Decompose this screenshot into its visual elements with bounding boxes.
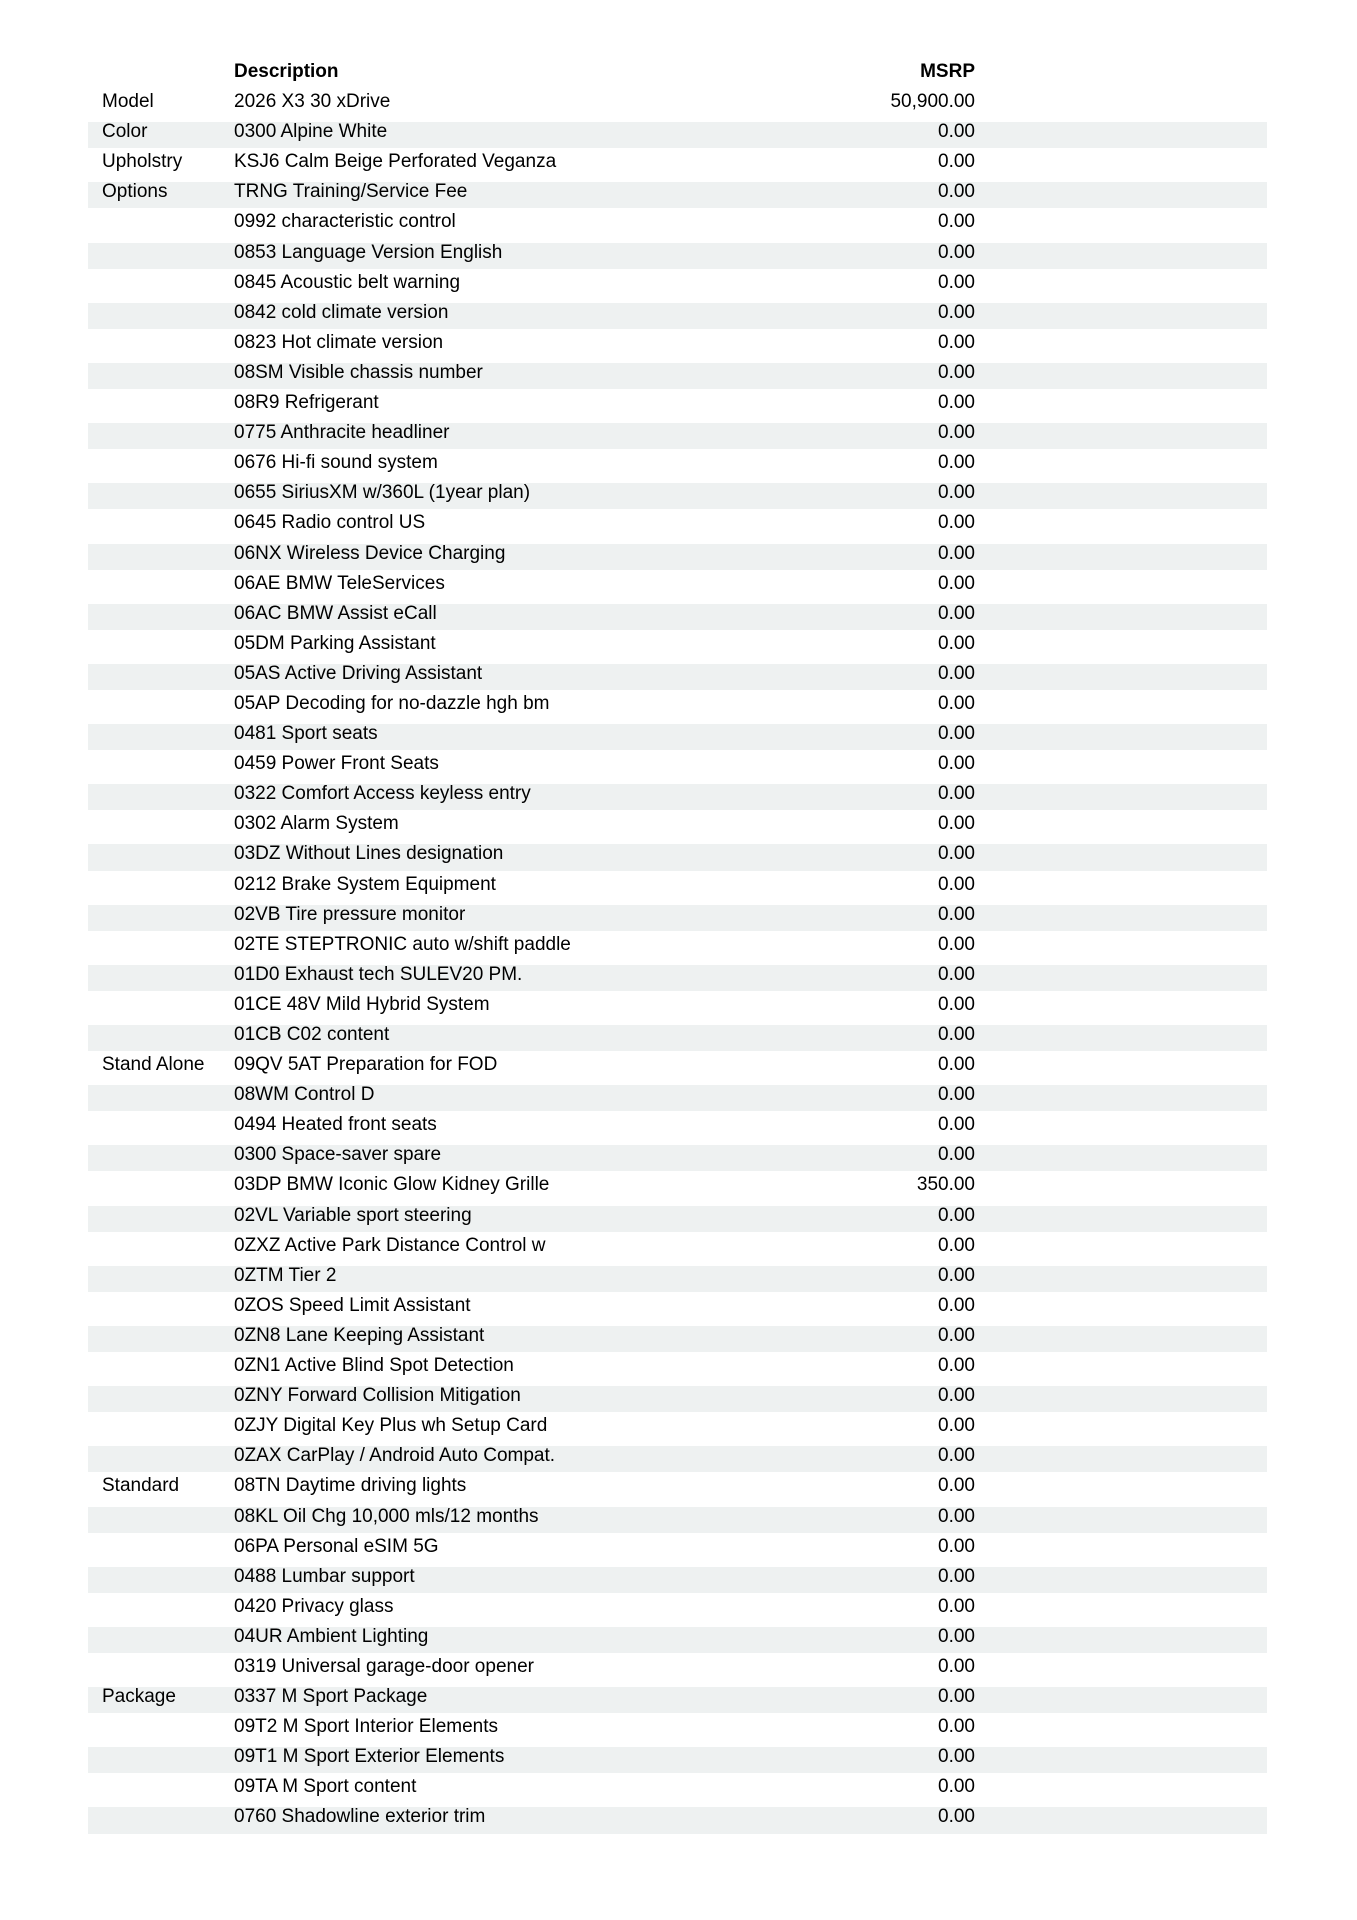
msrp-cell: 0.00 <box>938 1324 975 1346</box>
msrp-cell: 0.00 <box>938 1535 975 1557</box>
category-cell <box>88 333 234 359</box>
header-spacer <box>975 62 1267 88</box>
row-spacer <box>975 754 1267 780</box>
table-row <box>88 421 1267 451</box>
msrp-cell: 0.00 <box>938 1625 975 1647</box>
description-cell: KSJ6 Calm Beige Perforated Veganza <box>234 151 557 173</box>
description-cell: 0645 Radio control US <box>234 512 426 534</box>
category-cell <box>88 1567 234 1593</box>
table-row <box>88 1173 1267 1203</box>
table-row <box>88 1444 1267 1474</box>
table-row <box>88 1204 1267 1234</box>
category-cell <box>88 1175 234 1201</box>
category-cell <box>88 1597 234 1623</box>
table-row <box>88 1053 1267 1083</box>
category-cell: Color <box>102 121 148 143</box>
category-cell <box>88 995 234 1021</box>
category-column-header <box>88 62 234 88</box>
msrp-cell: 0.00 <box>938 1204 975 1226</box>
table-row <box>88 1595 1267 1625</box>
category-cell <box>88 935 234 961</box>
msrp-cell: 0.00 <box>938 1234 975 1256</box>
table-row <box>88 873 1267 903</box>
row-spacer <box>975 333 1267 359</box>
msrp-cell: 0.00 <box>938 692 975 714</box>
msrp-cell: 0.00 <box>938 1144 975 1166</box>
description-cell: 0ZN1 Active Blind Spot Detection <box>234 1355 514 1377</box>
category-cell <box>88 1356 234 1382</box>
description-cell: 06PA Personal eSIM 5G <box>234 1535 439 1557</box>
msrp-cell: 0.00 <box>938 873 975 895</box>
msrp-cell: 0.00 <box>938 1084 975 1106</box>
msrp-cell: 0.00 <box>938 542 975 564</box>
row-spacer <box>975 995 1267 1021</box>
row-spacer <box>975 544 1267 570</box>
row-spacer <box>975 1175 1267 1201</box>
description-cell: 02VB Tire pressure monitor <box>234 903 466 925</box>
msrp-cell: 0.00 <box>938 241 975 263</box>
msrp-cell: 0.00 <box>938 1746 975 1768</box>
row-spacer <box>975 905 1267 931</box>
msrp-cell: 0.00 <box>938 1024 975 1045</box>
category-cell <box>88 1085 234 1111</box>
description-column-header: Description <box>234 61 339 82</box>
vehicle-pricing-table <box>88 60 1267 1836</box>
row-spacer <box>975 182 1267 208</box>
category-cell <box>88 1145 234 1171</box>
msrp-cell: 0.00 <box>938 963 975 985</box>
msrp-cell: 0.00 <box>938 783 975 805</box>
msrp-cell: 0.00 <box>938 512 975 534</box>
row-spacer <box>975 483 1267 509</box>
description-cell: 03DZ Without Lines designation <box>234 843 504 865</box>
category-cell <box>88 784 234 810</box>
category-cell <box>88 1807 234 1833</box>
category-cell <box>88 1747 234 1773</box>
table-row <box>88 331 1267 361</box>
row-spacer <box>975 1025 1267 1051</box>
category-cell <box>88 1326 234 1352</box>
category-cell: Options <box>102 181 168 203</box>
row-spacer <box>975 634 1267 660</box>
description-cell: 0ZXZ Active Park Distance Control w <box>234 1234 546 1256</box>
description-cell: TRNG Training/Service Fee <box>234 181 468 203</box>
category-cell <box>88 273 234 299</box>
category-cell <box>88 634 234 660</box>
table-row <box>88 1775 1267 1805</box>
table-row <box>88 301 1267 331</box>
description-cell: 0212 Brake System Equipment <box>234 873 496 895</box>
row-spacer <box>975 1085 1267 1111</box>
row-spacer <box>975 92 1267 118</box>
row-spacer <box>975 303 1267 329</box>
table-row <box>88 963 1267 993</box>
table-row <box>88 1715 1267 1745</box>
category-cell <box>88 212 234 238</box>
row-spacer <box>975 574 1267 600</box>
category-cell <box>88 1025 234 1051</box>
row-spacer <box>975 243 1267 269</box>
row-spacer <box>975 212 1267 238</box>
row-spacer <box>975 814 1267 840</box>
msrp-cell: 0.00 <box>938 602 975 624</box>
row-spacer <box>975 152 1267 178</box>
row-spacer <box>975 784 1267 810</box>
table-row <box>88 1505 1267 1535</box>
description-cell: 0823 Hot climate version <box>234 331 444 353</box>
category-cell <box>88 393 234 419</box>
category-cell <box>88 574 234 600</box>
msrp-cell: 0.00 <box>938 1415 975 1437</box>
row-spacer <box>975 1807 1267 1833</box>
table-row <box>88 1023 1267 1053</box>
table-row <box>88 1264 1267 1294</box>
msrp-cell: 0.00 <box>938 211 975 233</box>
description-cell: 0322 Comfort Access keyless entry <box>234 783 531 805</box>
msrp-cell: 0.00 <box>938 632 975 654</box>
description-cell: 0ZJY Digital Key Plus wh Setup Card <box>234 1415 548 1437</box>
description-cell: 08TN Daytime driving lights <box>234 1475 467 1497</box>
msrp-cell: 0.00 <box>938 331 975 353</box>
category-cell <box>88 905 234 931</box>
table-row <box>88 511 1267 541</box>
description-cell: 0319 Universal garage-door opener <box>234 1655 534 1677</box>
description-cell: 0845 Acoustic belt warning <box>234 271 461 293</box>
msrp-cell: 0.00 <box>938 1716 975 1738</box>
row-spacer <box>975 273 1267 299</box>
description-cell: 2026 X3 30 xDrive <box>234 91 391 113</box>
description-cell: 09T1 M Sport Exterior Elements <box>234 1746 505 1768</box>
table-row <box>88 933 1267 963</box>
msrp-cell: 350.00 <box>916 1174 975 1196</box>
row-spacer <box>975 393 1267 419</box>
table-row <box>88 1745 1267 1775</box>
row-spacer <box>975 1326 1267 1352</box>
msrp-cell: 0.00 <box>938 1264 975 1286</box>
category-cell <box>88 1717 234 1743</box>
table-row <box>88 542 1267 572</box>
msrp-column-header: MSRP <box>920 61 975 82</box>
table-row <box>88 451 1267 481</box>
msrp-cell: 0.00 <box>938 121 975 143</box>
description-cell: 0992 characteristic control <box>234 211 456 233</box>
msrp-cell: 0.00 <box>938 1806 975 1828</box>
row-spacer <box>975 1446 1267 1472</box>
description-cell: 05AS Active Driving Assistant <box>234 662 483 684</box>
table-row <box>88 1354 1267 1384</box>
msrp-cell: 0.00 <box>938 1595 975 1617</box>
msrp-cell: 0.00 <box>938 662 975 684</box>
description-cell: 01D0 Exhaust tech SULEV20 PM. <box>234 963 523 985</box>
table-row <box>88 1414 1267 1444</box>
row-spacer <box>975 1055 1267 1081</box>
msrp-cell: 0.00 <box>938 1114 975 1136</box>
description-cell: 04UR Ambient Lighting <box>234 1625 429 1647</box>
category-cell <box>88 363 234 389</box>
category-cell: Upholstry <box>102 151 183 173</box>
description-cell: 0337 M Sport Package <box>234 1686 428 1708</box>
description-cell: 09TA M Sport content <box>234 1776 417 1798</box>
table-row <box>88 481 1267 511</box>
description-cell: 09T2 M Sport Interior Elements <box>234 1716 498 1738</box>
row-spacer <box>975 363 1267 389</box>
row-spacer <box>975 1476 1267 1502</box>
table-row <box>88 1294 1267 1324</box>
table-row <box>88 391 1267 421</box>
description-cell: 0481 Sport seats <box>234 723 378 745</box>
description-cell: 0ZOS Speed Limit Assistant <box>234 1294 471 1316</box>
table-row <box>88 1685 1267 1715</box>
row-spacer <box>975 1386 1267 1412</box>
category-cell <box>88 243 234 269</box>
msrp-cell: 0.00 <box>938 1505 975 1527</box>
table-row <box>88 150 1267 180</box>
row-spacer <box>975 1206 1267 1232</box>
row-spacer <box>975 1115 1267 1141</box>
description-cell: 01CE 48V Mild Hybrid System <box>234 993 490 1015</box>
table-body <box>88 90 1267 1835</box>
category-cell <box>88 544 234 570</box>
row-spacer <box>975 935 1267 961</box>
msrp-cell: 0.00 <box>938 1054 975 1076</box>
row-spacer <box>975 1145 1267 1171</box>
description-cell: 0853 Language Version English <box>234 241 503 263</box>
description-cell: 0760 Shadowline exterior trim <box>234 1806 486 1828</box>
msrp-cell: 0.00 <box>938 753 975 775</box>
table-row <box>88 210 1267 240</box>
category-cell <box>88 1416 234 1442</box>
description-cell: 08WM Control D <box>234 1084 375 1106</box>
description-cell: 0ZTM Tier 2 <box>234 1264 337 1286</box>
table-row <box>88 361 1267 391</box>
category-cell <box>88 965 234 991</box>
table-row <box>88 120 1267 150</box>
category-cell <box>88 1206 234 1232</box>
row-spacer <box>975 875 1267 901</box>
msrp-cell: 0.00 <box>938 933 975 955</box>
row-spacer <box>975 1296 1267 1322</box>
table-row <box>88 632 1267 662</box>
category-cell <box>88 604 234 630</box>
description-cell: 05AP Decoding for no-dazzle hgh bm <box>234 692 550 714</box>
row-spacer <box>975 1597 1267 1623</box>
category-cell <box>88 1777 234 1803</box>
table-row <box>88 1655 1267 1685</box>
msrp-cell: 0.00 <box>938 1475 975 1497</box>
row-spacer <box>975 1717 1267 1743</box>
description-cell: 0655 SiriusXM w/360L (1year plan) <box>234 482 531 504</box>
description-cell: 0300 Space-saver spare <box>234 1144 442 1166</box>
row-spacer <box>975 1356 1267 1382</box>
row-spacer <box>975 844 1267 870</box>
row-spacer <box>975 694 1267 720</box>
category-cell <box>88 453 234 479</box>
category-cell <box>88 724 234 750</box>
description-cell: 02VL Variable sport steering <box>234 1204 472 1226</box>
table-row <box>88 602 1267 632</box>
description-cell: 0775 Anthracite headliner <box>234 422 450 444</box>
category-cell <box>88 844 234 870</box>
table-row <box>88 1805 1267 1835</box>
msrp-cell: 0.00 <box>938 1385 975 1407</box>
category-cell <box>88 483 234 509</box>
msrp-cell: 0.00 <box>938 151 975 173</box>
category-cell <box>88 1296 234 1322</box>
description-cell: 0494 Heated front seats <box>234 1114 437 1136</box>
table-row <box>88 903 1267 933</box>
row-spacer <box>975 1687 1267 1713</box>
description-cell: 08R9 Refrigerant <box>234 392 379 414</box>
description-cell: 0300 Alpine White <box>234 121 388 143</box>
table-row <box>88 1565 1267 1595</box>
msrp-cell: 0.00 <box>938 1565 975 1587</box>
table-row <box>88 993 1267 1023</box>
row-spacer <box>975 1416 1267 1442</box>
category-cell <box>88 1115 234 1141</box>
msrp-cell: 0.00 <box>938 392 975 414</box>
description-cell: 0676 Hi-fi sound system <box>234 452 438 474</box>
msrp-cell: 0.00 <box>938 1355 975 1377</box>
description-cell: 06AE BMW TeleServices <box>234 572 445 594</box>
table-row <box>88 241 1267 271</box>
msrp-cell: 0.00 <box>938 813 975 835</box>
description-cell: 05DM Parking Assistant <box>234 632 436 654</box>
table-row <box>88 1535 1267 1565</box>
category-cell <box>88 1537 234 1563</box>
msrp-cell: 0.00 <box>938 1686 975 1708</box>
table-row <box>88 90 1267 120</box>
row-spacer <box>975 965 1267 991</box>
msrp-cell: 0.00 <box>938 1445 975 1467</box>
table-row <box>88 572 1267 602</box>
msrp-cell: 0.00 <box>938 843 975 865</box>
table-row <box>88 1625 1267 1655</box>
row-spacer <box>975 1627 1267 1653</box>
category-cell <box>88 1266 234 1292</box>
table-row <box>88 1143 1267 1173</box>
table-row <box>88 1234 1267 1264</box>
row-spacer <box>975 513 1267 539</box>
category-cell <box>88 754 234 780</box>
description-cell: 0459 Power Front Seats <box>234 753 439 775</box>
category-cell <box>88 664 234 690</box>
description-cell: 08KL Oil Chg 10,000 mls/12 months <box>234 1505 539 1527</box>
msrp-cell: 0.00 <box>938 301 975 323</box>
row-spacer <box>975 1567 1267 1593</box>
row-spacer <box>975 122 1267 148</box>
description-cell: 01CB C02 content <box>234 1024 390 1045</box>
category-cell <box>88 814 234 840</box>
table-row <box>88 812 1267 842</box>
table-row <box>88 180 1267 210</box>
table-row <box>88 1113 1267 1143</box>
msrp-cell: 0.00 <box>938 903 975 925</box>
msrp-cell: 0.00 <box>938 993 975 1015</box>
msrp-cell: 0.00 <box>938 181 975 203</box>
row-spacer <box>975 423 1267 449</box>
row-spacer <box>975 1777 1267 1803</box>
description-cell: 0420 Privacy glass <box>234 1595 394 1617</box>
description-cell: 06NX Wireless Device Charging <box>234 542 506 564</box>
msrp-cell: 0.00 <box>938 1776 975 1798</box>
row-spacer <box>975 453 1267 479</box>
category-cell <box>88 1627 234 1653</box>
description-cell: 0ZAX CarPlay / Android Auto Compat. <box>234 1445 556 1467</box>
msrp-cell: 0.00 <box>938 361 975 383</box>
row-spacer <box>975 1236 1267 1262</box>
table-row <box>88 1324 1267 1354</box>
msrp-cell: 0.00 <box>938 572 975 594</box>
category-cell <box>88 1507 234 1533</box>
table-row <box>88 271 1267 301</box>
table-row <box>88 1083 1267 1113</box>
table-row <box>88 752 1267 782</box>
msrp-cell: 0.00 <box>938 1655 975 1677</box>
description-cell: 08SM Visible chassis number <box>234 361 483 383</box>
table-header-row <box>88 60 1267 90</box>
description-cell: 02TE STEPTRONIC auto w/shift paddle <box>234 933 571 955</box>
category-cell <box>88 303 234 329</box>
table-row <box>88 842 1267 872</box>
category-cell <box>88 875 234 901</box>
category-cell: Stand Alone <box>102 1054 205 1076</box>
msrp-cell: 50,900.00 <box>890 91 975 113</box>
msrp-cell: 0.00 <box>938 723 975 745</box>
table-row <box>88 692 1267 722</box>
row-spacer <box>975 1537 1267 1563</box>
row-spacer <box>975 604 1267 630</box>
msrp-cell: 0.00 <box>938 1294 975 1316</box>
table-row <box>88 1474 1267 1504</box>
category-cell <box>88 423 234 449</box>
row-spacer <box>975 1657 1267 1683</box>
description-cell: 06AC BMW Assist eCall <box>234 602 437 624</box>
table-row <box>88 662 1267 692</box>
category-cell <box>88 1236 234 1262</box>
description-cell: 0ZNY Forward Collision Mitigation <box>234 1385 521 1407</box>
category-cell <box>88 513 234 539</box>
row-spacer <box>975 1747 1267 1773</box>
msrp-cell: 0.00 <box>938 482 975 504</box>
table-row <box>88 782 1267 812</box>
description-cell: 0842 cold climate version <box>234 301 449 323</box>
row-spacer <box>975 1266 1267 1292</box>
category-cell: Package <box>102 1686 176 1708</box>
description-cell: 0ZN8 Lane Keeping Assistant <box>234 1324 485 1346</box>
description-cell: 03DP BMW Iconic Glow Kidney Grille <box>234 1174 550 1196</box>
row-spacer <box>975 664 1267 690</box>
msrp-cell: 0.00 <box>938 452 975 474</box>
category-cell: Model <box>102 91 154 113</box>
msrp-cell: 0.00 <box>938 422 975 444</box>
description-cell: 0302 Alarm System <box>234 813 399 835</box>
category-cell <box>88 1657 234 1683</box>
category-cell <box>88 1386 234 1412</box>
msrp-cell: 0.00 <box>938 271 975 293</box>
description-cell: 09QV 5AT Preparation for FOD <box>234 1054 498 1076</box>
row-spacer <box>975 1507 1267 1533</box>
row-spacer <box>975 724 1267 750</box>
table-row <box>88 722 1267 752</box>
category-cell <box>88 1446 234 1472</box>
table-row <box>88 1384 1267 1414</box>
category-cell: Standard <box>102 1475 180 1497</box>
description-cell: 0488 Lumbar support <box>234 1565 415 1587</box>
category-cell <box>88 694 234 720</box>
